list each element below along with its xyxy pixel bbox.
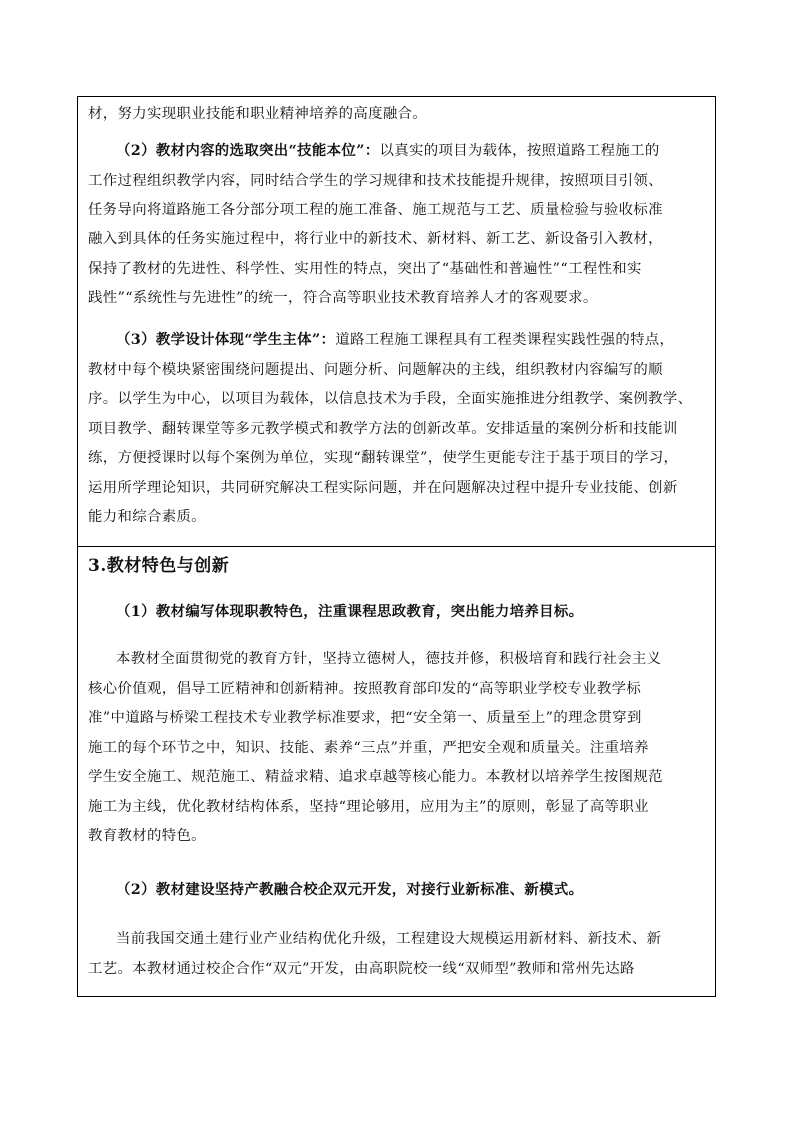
- body-line: 核心价值观，倡导工匠精神和创新精神。按照教育部印发的“高等职业学校专业教学标: [88, 681, 642, 697]
- section-heading: 3.教材特色与创新: [88, 556, 230, 576]
- body-line: 准”中道路与桥梁工程技术专业教学标准要求，把“安全第一、质量至上”的理念贯穿到: [88, 710, 642, 726]
- body-line: 练，方便授课时以每个案例为单位，实现“翻转课堂”，使学生更能专注于基于项目的学习，: [88, 450, 679, 466]
- item-3-heading: （3）教学设计体现“学生主体”：: [116, 331, 336, 348]
- subheading-1: （1）教材编写体现职教特色，注重课程思政教育，突出能力培养目标。: [116, 603, 584, 620]
- body-line: 项目教学、翻转课堂等多元教学模式和教学方法的创新改革。安排适量的案例分析和技能训: [88, 421, 678, 437]
- table-cell-features: [78, 547, 715, 996]
- body-line: 践性”“系统性与先进性”的统一，符合高等职业技术教育培养人才的客观要求。: [88, 290, 598, 306]
- body-line: 教材中每个模块紧密围绕问题提出、问题分析、问题解决的主线，组织教材内容编写的顺: [88, 362, 663, 378]
- subheading-2: （2）教材建设坚持产教融合校企双元开发，对接行业新标准、新模式。: [116, 881, 584, 898]
- body-line: 运用所学理论知识，共同研究解决工程实际问题，并在问题解决过程中提升专业技能、创新: [88, 480, 678, 496]
- body-line: 材，努力实现职业技能和职业精神培养的高度融合。: [88, 106, 428, 122]
- body-line: 当前我国交通土建行业产业结构优化升级，工程建设大规模运用新材料、新技术、新: [116, 931, 662, 947]
- body-line: 学生安全施工、规范施工、精益求精、追求卓越等核心能力。本教材以培养学生按图规范: [88, 769, 663, 785]
- item-2-text: 以真实的项目为载体，按照道路工程施工的: [379, 143, 660, 159]
- body-line: 任务导向将道路施工各分部分项工程的施工准备、施工规范与工艺、质量检验与验收标准: [88, 202, 663, 218]
- item-3-text: 道路工程施工课程具有工程类课程实践性强的特点，: [335, 332, 675, 348]
- body-line: 施工为主线，优化教材结构体系，坚持“理论够用，应用为主”的原则，彰显了高等职业: [88, 799, 649, 815]
- item-2-line-1: [116, 139, 707, 163]
- body-line: 序。以学生为中心，以项目为载体，以信息技术为手段，全面实施推进分组教学、案例教学、: [88, 391, 693, 407]
- content-table: [77, 96, 716, 997]
- body-line: 融入到具体的任务实施过程中，将行业中的新技术、新材料、新工艺、新设备引入教材，: [88, 231, 663, 247]
- body-line: 本教材全面贯彻党的教育方针，坚持立德树人，德技并修，积极培育和践行社会主义: [116, 651, 662, 667]
- body-line: 工艺。本教材通过校企合作“双元”开发，由高职院校一线“双师型”教师和常州先达路: [88, 961, 635, 977]
- item-2-heading: （2）教材内容的选取突出“技能本位”：: [116, 142, 380, 159]
- table-cell-teaching-design: [78, 97, 715, 546]
- body-line: 施工的每个环节之中，知识、技能、素养“三点”并重，严把安全观和质量关。注重培养: [88, 740, 649, 756]
- body-line: 能力和综合素质。: [88, 509, 206, 525]
- body-line: 保持了教材的先进性、科学性、实用性的特点，突出了“基础性和普遍性”“工程性和实: [88, 261, 642, 277]
- body-line: 教育教材的特色。: [88, 828, 206, 844]
- item-3-line-1: [116, 328, 707, 352]
- body-line: 工作过程组织教学内容，同时结合学生的学习规律和技术技能提升规律，按照项目引领、: [88, 173, 663, 189]
